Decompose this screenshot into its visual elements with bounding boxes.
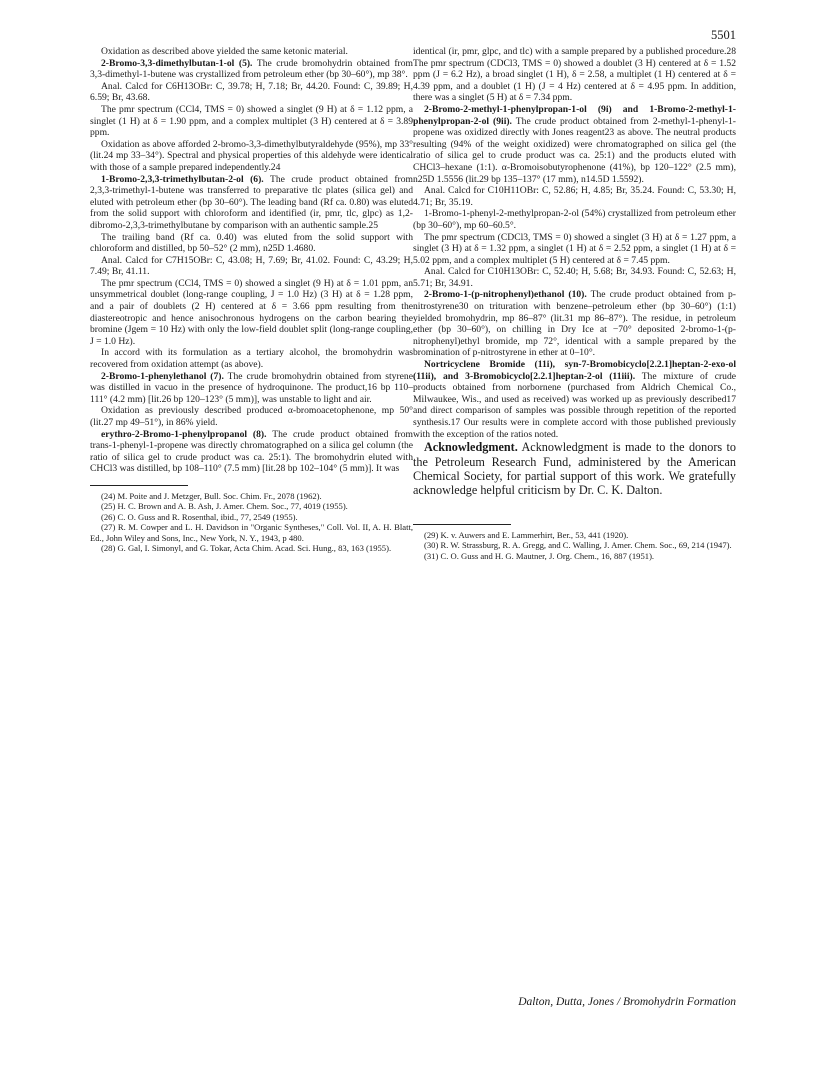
paragraph-text: The crude bromohydrin obtained from styrene was distilled in vacuo in the presence of hydroquinone. The product,16 bp 110–111° (4.2 mm) [lit.26 bp 120–123° (5 mm)], was unstable to light and air. (90, 370, 413, 405)
section-heading: erythro-2-Bromo-1-phenylpropanol (8). (101, 428, 267, 440)
paragraph (90, 429, 413, 475)
footnote-separator-left (90, 485, 188, 486)
paragraph (413, 104, 736, 185)
paragraph-text: In accord with its formulation as a tertiary alcohol, the bromohydrin was recovered from oxidation attempt (as above). (90, 347, 413, 371)
left-footnotes (90, 491, 413, 553)
paragraph (413, 232, 736, 267)
section-heading: 2-Bromo-1-phenylethanol (7). (101, 370, 224, 382)
left-column (90, 46, 413, 553)
paragraph-text: The crude product obtained from 2-methyl-1-phenyl-1-propene was oxidized directly with Jones reagent23 as above. The neutral products resulting (94% of the weight oxidized) were chromatographed on silica gel (the ratio of silica gel to crude product was ca. 25:1) and the products eluted with CHCl3–hexane (1:1). α-Bromoisobutyrophenone (41%), bp 120–122° (2.5 mm), n25D 1.5556 (lit.29 bp 135–137° (17 mm), n14.5D 1.5592). (413, 115, 736, 185)
footnote: (30) R. W. Strassburg, R. A. Gregg, and C. Walling, J. Amer. Chem. Soc., 69, 214 (1947). (424, 540, 732, 551)
acknowledgment-heading: Acknowledgment. (424, 440, 518, 455)
paragraph-text: The crude product obtained from 2,3,3-trimethyl-1-butene was transferred to preparative tlc plates (silica gel) and eluted with petroleum ether (bp 30–60°). The leading band (Rf ca. 0.80) was eluted from the solid support with chloroform and identified (ir, pmr, tlc, glpc) as 1,2-dibromo-2,3,3-trimethylbutane by comparison with an authentic sample.25 (90, 173, 413, 231)
right-footnotes (413, 530, 736, 561)
paragraph-text: Anal. Calcd for C10H11OBr: C, 52.86; H, 4.85; Br, 35.24. Found: C, 53.30; H, 4.71; Br, 35.19. (413, 185, 736, 208)
section-heading: 1-Bromo-2,3,3-trimethylbutan-2-ol (6). (101, 173, 264, 185)
paragraph (413, 185, 736, 208)
acknowledgment-text: Acknowledgment is made to the donors to the Petroleum Research Fund, administered by the American Chemical Society, for partial support of this work. We gratefully acknowledge helpful criticism by Dr. C. K. Dalton. (413, 440, 736, 498)
paragraph-text: Anal. Calcd for C10H13OBr: C, 52.40; H, 5.68; Br, 34.93. Found: C, 52.63; H, 5.71; Br, 34.91. (413, 266, 736, 289)
paragraph-text: The crude bromohydrin obtained from 3,3-dimethyl-1-butene was crystallized from petroleum ether (bp 30–60°), mp 38°. (90, 57, 413, 81)
footnote: (27) R. M. Cowper and L. H. Davidson in "Organic Syntheses," Coll. Vol. II, A. H. Blatt, Ed., John Wiley and Sons, Inc., New York, N. Y., 1943, p 480. (90, 522, 413, 543)
paragraph (413, 289, 736, 359)
paragraph (90, 232, 413, 255)
paragraph-text: Anal. Calcd for C6H13OBr: C, 39.78; H, 7.18; Br, 44.20. Found: C, 39.89; H, 6.59; Br, 43.68. (90, 80, 413, 104)
paragraph-text: Oxidation as previously described produced α-bromoacetophenone, mp 50° (lit.27 mp 49–51°), in 86% yield. (90, 405, 413, 428)
footnote: (24) M. Poite and J. Metzger, Bull. Soc. Chim. Fr., 2078 (1962). (101, 490, 322, 501)
footnote: (31) C. O. Guss and H. G. Mautner, J. Org. Chem., 16, 887 (1951). (424, 550, 655, 561)
paragraph-text: 1-Bromo-1-phenyl-2-methylpropan-2-ol (54%) crystallized from petroleum ether (bp 30–60°), mp 60–60.5°. (413, 208, 736, 231)
paragraph (90, 104, 413, 139)
section-heading: 2-Bromo-3,3-dimethylbutan-1-ol (5). (101, 57, 253, 69)
paragraph (413, 359, 736, 440)
section-heading: Nortricyclene Bromide (11i), syn-7-Bromobicyclo[2.2.1]heptan-2-exo-ol (11ii), and 3-Bromobicyclo[2.2.1]heptan-2-ol (11iii). (413, 359, 736, 382)
paragraph-text: identical (ir, pmr, glpc, and tlc) with a sample prepared by a published procedure.28 The pmr spectrum (CDCl3, TMS = 0) showed a doublet (3 H) centered at δ = 1.52 ppm (J = 6.2 Hz), a broad singlet (1 H), δ = 2.58, a multiplet (1 H) centered at δ = 4.39 ppm, and a doublet (1 H) (J = 4 Hz) centered at δ = 4.95 ppm. In addition, there was a singlet (5 H) at δ = 7.34 ppm. (413, 46, 736, 104)
paragraph-text: The pmr spectrum (CCl4, TMS = 0) showed a singlet (9 H) at δ = 1.12 ppm, a singlet (1 H) at δ = 1.90 ppm, and a complex multiplet (3 H) centered at δ = 3.89 ppm. (90, 103, 413, 139)
paragraph (90, 405, 413, 428)
acknowledgment (413, 440, 736, 498)
left-paragraphs (90, 46, 413, 475)
page-number: 5501 (711, 28, 736, 42)
paragraph-text: The pmr spectrum (CCl4, TMS = 0) showed a singlet (9 H) at δ = 1.01 ppm, an unsymmetrical doublet (long-range coupling, J = 1.0 Hz) (3 H) at δ = 1.28 ppm, and a pair of doublets (2 H) centered at δ = 3.66 ppm resulting from the diastereotropic and hence anisochronous hydrogens on the carbon bearing the bromine (Jgem = 10 Hz) with only the low-field doublet split (long-range coupling, J = 1.0 Hz). (90, 277, 413, 347)
section-heading: 2-Bromo-1-(p-nitrophenyl)ethanol (10). (424, 289, 587, 301)
paragraph (90, 81, 413, 104)
paragraph (90, 278, 413, 348)
paragraph (90, 255, 413, 278)
footnote: (29) K. v. Auwers and E. Lammerhirt, Ber., 53, 441 (1920). (424, 529, 629, 540)
right-column (413, 46, 736, 561)
paragraph (90, 371, 413, 406)
paragraph-text: Oxidation as above afforded 2-bromo-3,3-dimethylbutyraldehyde (95%), mp 33° (lit.24 mp 33–34°). Spectral and physical properties of this aldehyde were identical with those of a sample prepared independently.24 (90, 138, 413, 173)
paragraph (413, 208, 736, 231)
footnote: (28) G. Gal, I. Simonyl, and G. Tokar, Acta Chim. Acad. Sci. Hung., 83, 163 (1955). (101, 543, 392, 553)
paragraph-text: Anal. Calcd for C7H15OBr: C, 43.08; H, 7.69; Br, 41.02. Found: C, 43.29; H, 7.49; Br, 41.11. (90, 254, 413, 278)
paragraph-text: The mixture of crude products obtained from norbornene (purchased from Aldrich Chemical Co., Milwaukee, Wis., and used as received) was worked up as previously described17 and direct comparison of samples was possible through repetition of the reported synthesis.17 Our results were in complete accord with those published previously with the exception of the ratios noted. (413, 370, 737, 440)
paragraph-text: The trailing band (Rf ca. 0.40) was eluted from the solid support with chloroform and distilled, bp 50–52° (2 mm), n25D 1.4680. (90, 231, 413, 255)
section-heading: 2-Bromo-2-methyl-1-phenylpropan-1-ol (9i) and 1-Bromo-2-methyl-1-phenylpropan-2-ol (9ii). (413, 103, 736, 127)
paragraph (90, 347, 413, 370)
right-paragraphs (413, 46, 736, 440)
paragraph (413, 266, 736, 289)
paragraph (90, 58, 413, 81)
paragraph-text: The pmr spectrum (CDCl3, TMS = 0) showed a singlet (3 H) at δ = 1.27 ppm, a singlet (3 H) at δ = 1.32 ppm, a singlet (1 H) at δ = 2.52 ppm, a singlet (1 H) at δ = 5.02 ppm, and a complex multiplet (5 H) centered at δ = 7.45 ppm. (413, 231, 736, 266)
footnote-separator-right (413, 524, 511, 525)
footnote: (25) H. C. Brown and A. B. Ash, J. Amer. Chem. Soc., 77, 4019 (1955). (101, 501, 348, 512)
paragraph-text: The crude product obtained from p-nitrostyrene30 on trituration with benzene–petroleum ether (bp 30–60°) (1:1) yielded bromohydrin, mp 86–87° (lit.31 mp 86–87°). The residue, in petroleum ether (bp 30–60°), on chilling in Dry Ice at −70° deposited 2-bromo-1-(p-nitrophenyl)ethyl bromide, mp 72°, identical with a sample prepared by the bromination of p-nitrostyrene in ether at 0–10°. (413, 289, 736, 359)
paragraph-text: Oxidation as described above yielded the same ketonic material. (101, 46, 348, 57)
paragraph (90, 174, 413, 232)
footnote: (26) C. O. Guss and R. Rosenthal, ibid., 77, 2549 (1955). (101, 511, 298, 522)
paragraph (90, 46, 413, 58)
running-footer: Dalton, Dutta, Jones / Bromohydrin Formation (518, 996, 736, 1008)
paragraph (90, 139, 413, 174)
paragraph-text: The crude product obtained from trans-1-phenyl-1-propene was directly chromatographed on a silica gel column (the ratio of silica gel to crude product was ca. 25:1). The bromohydrin eluted with CHCl3 was distilled, bp 108–110° (7.5 mm) [lit.28 bp 102–104° (5 mm)]. It was (90, 428, 413, 475)
paragraph (413, 46, 736, 104)
